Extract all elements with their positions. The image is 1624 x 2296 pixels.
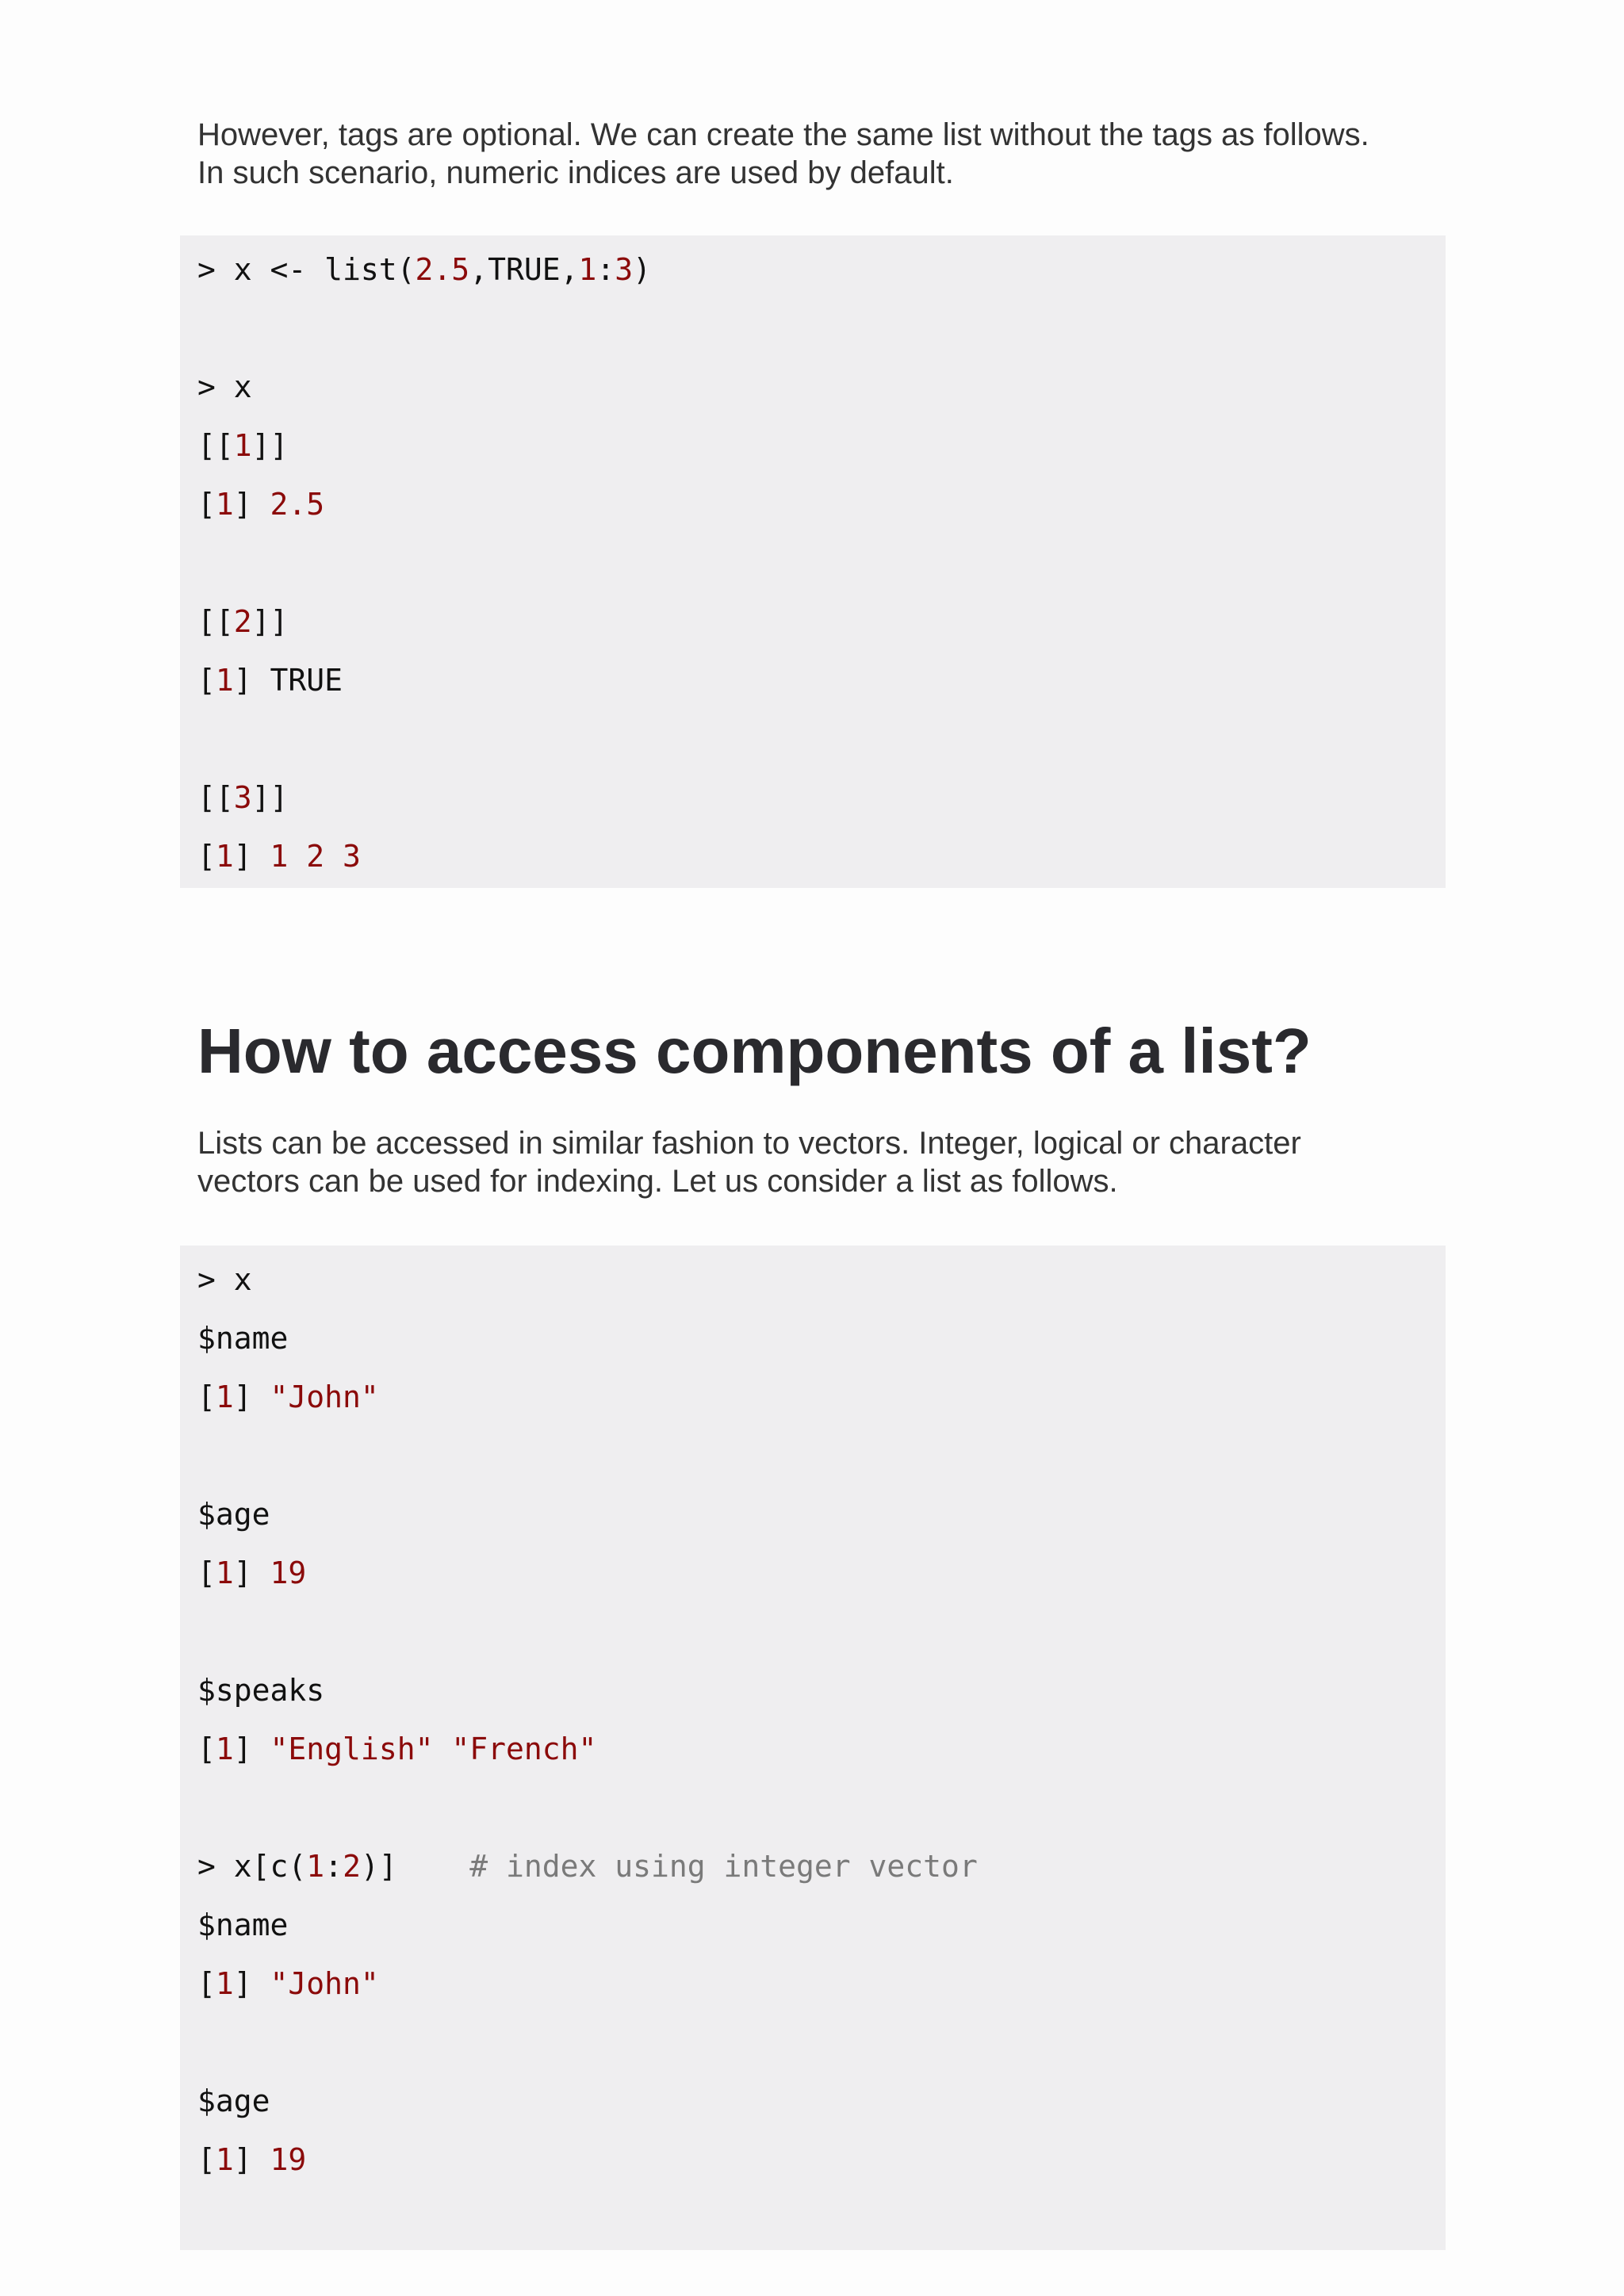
code-text: [ bbox=[197, 487, 216, 522]
code-text: [ bbox=[197, 1556, 216, 1590]
code-literal: 3 bbox=[615, 252, 634, 287]
code-literal: 1 bbox=[215, 1556, 234, 1590]
code-text: [ bbox=[197, 663, 216, 698]
access-line-1: Lists can be accessed in similar fashion to vectors. Integer, logical or character bbox=[197, 1126, 1301, 1161]
code-text: ] bbox=[233, 1380, 270, 1414]
code-text: ] bbox=[233, 839, 270, 874]
code-line bbox=[197, 768, 1428, 827]
section-heading: How to access components of a list? bbox=[197, 1016, 1312, 1086]
code-block-list-access bbox=[180, 1246, 1446, 2250]
code-literal: "John" bbox=[270, 1380, 379, 1414]
code-line bbox=[197, 1368, 1428, 1426]
code-line bbox=[197, 299, 1428, 358]
intro-line-1: However, tags are optional. We can create the same list without the tags as follows. bbox=[197, 117, 1369, 152]
code-literal: "John" bbox=[270, 1966, 379, 2001]
code-line bbox=[197, 1837, 1428, 1896]
code-literal: 1 bbox=[578, 252, 597, 287]
code-literal: 1 bbox=[306, 1849, 325, 1884]
code-text: [[ bbox=[197, 428, 234, 463]
code-text: ]] bbox=[251, 428, 289, 463]
code-text: )] bbox=[360, 1849, 470, 1884]
code-literal: 1 2 3 bbox=[270, 839, 361, 874]
code-line bbox=[197, 358, 1428, 416]
code-text: ] bbox=[233, 2142, 270, 2177]
intro-paragraph bbox=[197, 116, 1466, 192]
code-text: [ bbox=[197, 2142, 216, 2177]
access-line-2: vectors can be used for indexing. Let us consider a list as follows. bbox=[197, 1164, 1118, 1199]
code-text: $age bbox=[197, 2084, 270, 2118]
code-text: [ bbox=[197, 1732, 216, 1766]
code-literal: 2 bbox=[233, 604, 252, 639]
code-line bbox=[197, 1896, 1428, 1954]
code-line bbox=[197, 1778, 1428, 1837]
code-line bbox=[197, 827, 1428, 886]
access-paragraph bbox=[197, 1124, 1466, 1200]
code-literal: 1 bbox=[215, 839, 234, 874]
code-text: ]] bbox=[251, 604, 289, 639]
code-text: > x[c( bbox=[197, 1849, 307, 1884]
code-literal: 2 bbox=[343, 1849, 361, 1884]
code-line bbox=[197, 651, 1428, 710]
code-text: ] bbox=[233, 1556, 270, 1590]
code-text: > x <- list( bbox=[197, 252, 416, 287]
code-text: [[ bbox=[197, 780, 234, 815]
code-text: [ bbox=[197, 1966, 216, 2001]
code-literal: 1 bbox=[215, 1380, 234, 1414]
code-literal: 19 bbox=[270, 1556, 307, 1590]
code-line bbox=[197, 416, 1428, 475]
code-literal: 3 bbox=[233, 780, 252, 815]
code-text: [ bbox=[197, 839, 216, 874]
code-literal: 1 bbox=[215, 1732, 234, 1766]
code-text: ] bbox=[233, 487, 270, 522]
code-line bbox=[197, 710, 1428, 768]
code-text: ] bbox=[233, 1732, 270, 1766]
code-text: : bbox=[596, 252, 615, 287]
code-line bbox=[197, 240, 1428, 299]
code-literal: 1 bbox=[215, 663, 234, 698]
code-text: $speaks bbox=[197, 1673, 325, 1708]
code-text: [ bbox=[197, 1380, 216, 1414]
code-text: $age bbox=[197, 1497, 270, 1532]
code-text: ] TRUE bbox=[233, 663, 343, 698]
code-text: ]] bbox=[251, 780, 289, 815]
code-literal: "English" "French" bbox=[270, 1732, 597, 1766]
code-text: ] bbox=[233, 1966, 270, 2001]
code-line bbox=[197, 592, 1428, 651]
code-line bbox=[197, 1250, 1428, 1309]
code-line bbox=[197, 2072, 1428, 2130]
code-line bbox=[197, 1544, 1428, 1602]
code-text: $name bbox=[197, 1908, 289, 1942]
code-literal: 19 bbox=[270, 2142, 307, 2177]
intro-line-2: In such scenario, numeric indices are used by default. bbox=[197, 155, 954, 190]
code-line bbox=[197, 1426, 1428, 1485]
code-text: [[ bbox=[197, 604, 234, 639]
code-text: $name bbox=[197, 1321, 289, 1356]
code-line bbox=[197, 1602, 1428, 1661]
code-comment: # index using integer vector bbox=[469, 1849, 978, 1884]
code-text: > x bbox=[197, 1262, 252, 1297]
code-line bbox=[197, 475, 1428, 534]
code-literal: 2.5 bbox=[270, 487, 325, 522]
code-line bbox=[197, 2130, 1428, 2189]
code-line bbox=[197, 534, 1428, 592]
code-line bbox=[197, 1720, 1428, 1778]
code-literal: 2.5 bbox=[415, 252, 470, 287]
code-literal: 1 bbox=[215, 1966, 234, 2001]
code-line bbox=[197, 1309, 1428, 1368]
code-block-list-creation bbox=[180, 235, 1446, 888]
code-line bbox=[197, 1485, 1428, 1544]
code-text: : bbox=[324, 1849, 343, 1884]
code-line bbox=[197, 1661, 1428, 1720]
code-literal: 1 bbox=[233, 428, 252, 463]
code-line bbox=[197, 1954, 1428, 2013]
code-text: ) bbox=[633, 252, 652, 287]
code-text: ,TRUE, bbox=[469, 252, 579, 287]
code-literal: 1 bbox=[215, 487, 234, 522]
code-text: > x bbox=[197, 369, 252, 404]
code-line bbox=[197, 2013, 1428, 2072]
code-literal: 1 bbox=[215, 2142, 234, 2177]
